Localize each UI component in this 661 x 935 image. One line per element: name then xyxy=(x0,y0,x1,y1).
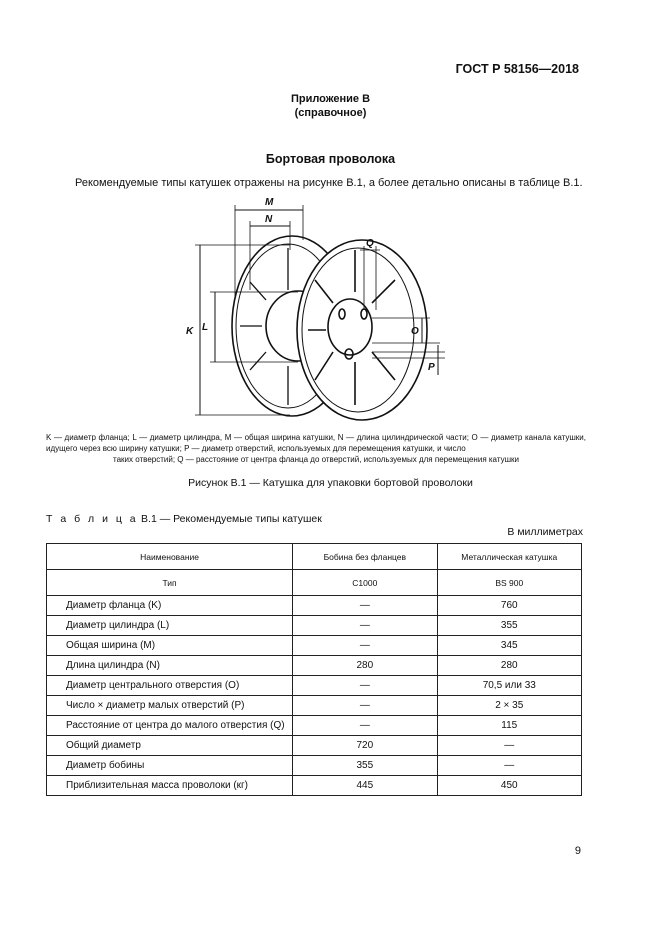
table-row xyxy=(47,696,582,716)
spool-types-table xyxy=(46,543,582,796)
row-value-bobbin: — xyxy=(293,616,437,636)
table-row xyxy=(47,636,582,656)
label-l: L xyxy=(202,322,209,333)
header-cell: Металлическая катушка xyxy=(437,544,581,570)
type-cell: C1000 xyxy=(293,570,437,596)
label-p: P xyxy=(428,362,435,373)
label-n: N xyxy=(265,214,273,225)
row-name: Общий диаметр xyxy=(47,736,293,756)
intro-paragraph: Рекомендуемые типы катушек отражены на рисунке В.1, а более детально описаны в таблице В.1. xyxy=(75,177,583,189)
page-number: 9 xyxy=(574,845,581,857)
row-value-bobbin: 355 xyxy=(293,756,437,776)
section-title: Бортовая проволока xyxy=(265,152,396,166)
table-row xyxy=(47,656,582,676)
table-type-row xyxy=(47,570,582,596)
row-value-metal: 450 xyxy=(437,776,581,796)
row-name: Длина цилиндра (N) xyxy=(47,656,293,676)
figure-title: Рисунок В.1 — Катушка для упаковки бортовой проволоки xyxy=(188,477,473,489)
table-row xyxy=(47,776,582,796)
appendix-subtitle: (справочное) xyxy=(294,107,367,119)
row-name: Диаметр центрального отверстия (O) xyxy=(47,676,293,696)
row-value-metal: 2 × 35 xyxy=(437,696,581,716)
row-value-metal: 280 xyxy=(437,656,581,676)
type-cell: Тип xyxy=(47,570,293,596)
row-value-bobbin: — xyxy=(293,596,437,616)
table-row xyxy=(47,716,582,736)
row-value-metal: 115 xyxy=(437,716,581,736)
appendix-heading xyxy=(0,92,661,120)
label-o: O xyxy=(411,326,419,337)
label-k: K xyxy=(186,326,194,337)
spool-figure xyxy=(0,190,661,430)
header-cell: Бобина без фланцев xyxy=(293,544,437,570)
appendix-title: Приложение В xyxy=(290,93,371,105)
row-value-bobbin: 280 xyxy=(293,656,437,676)
row-value-bobbin: — xyxy=(293,636,437,656)
table-units: В миллиметрах xyxy=(507,526,583,538)
row-value-bobbin: 720 xyxy=(293,736,437,756)
table-row xyxy=(47,756,582,776)
row-name: Диаметр бобины xyxy=(47,756,293,776)
table-caption: В.1 — Рекомендуемые типы катушек xyxy=(141,513,322,525)
row-value-metal: 760 xyxy=(437,596,581,616)
header-cell: Наименование xyxy=(47,544,293,570)
row-name: Расстояние от центра до малого отверстия (Q) xyxy=(47,716,293,736)
row-name: Общая ширина (M) xyxy=(47,636,293,656)
table-row xyxy=(47,676,582,696)
row-value-metal: — xyxy=(437,756,581,776)
figure-caption xyxy=(46,432,586,465)
caption-line-3: таких отверстий; Q — расстояние от центра фланца до отверстий, используемых для перемещения катушки xyxy=(113,455,519,464)
table-label: Т а б л и ц а xyxy=(46,513,139,525)
label-q: Q xyxy=(366,238,374,249)
row-value-bobbin: — xyxy=(293,676,437,696)
standard-number: ГОСТ Р 58156—2018 xyxy=(455,62,579,76)
type-cell: BS 900 xyxy=(437,570,581,596)
row-value-bobbin: 445 xyxy=(293,776,437,796)
row-name: Диаметр цилиндра (L) xyxy=(47,616,293,636)
row-value-metal: 355 xyxy=(437,616,581,636)
row-value-metal: 70,5 или 33 xyxy=(437,676,581,696)
caption-line-1: K — диаметр фланца; L — диаметр цилиндра, M — общая ширина катушки, N — длина цилиндрической части; O — диаметр xyxy=(46,433,523,442)
row-value-metal: — xyxy=(437,736,581,756)
row-value-bobbin: — xyxy=(293,716,437,736)
label-m: M xyxy=(265,197,274,208)
table-row xyxy=(47,596,582,616)
table-row xyxy=(47,736,582,756)
table-title xyxy=(46,513,322,525)
caption-line-2: канала катушки, идущего через всю ширину катушки; P — диаметр отверстий, используемых для перемещения катушки, и число xyxy=(46,433,586,453)
row-value-metal: 345 xyxy=(437,636,581,656)
table-header-row xyxy=(47,544,582,570)
table-row xyxy=(47,616,582,636)
row-name: Число × диаметр малых отверстий (P) xyxy=(47,696,293,716)
row-value-bobbin: — xyxy=(293,696,437,716)
row-name: Диаметр фланца (K) xyxy=(47,596,293,616)
row-name: Приблизительная масса проволоки (кг) xyxy=(47,776,293,796)
